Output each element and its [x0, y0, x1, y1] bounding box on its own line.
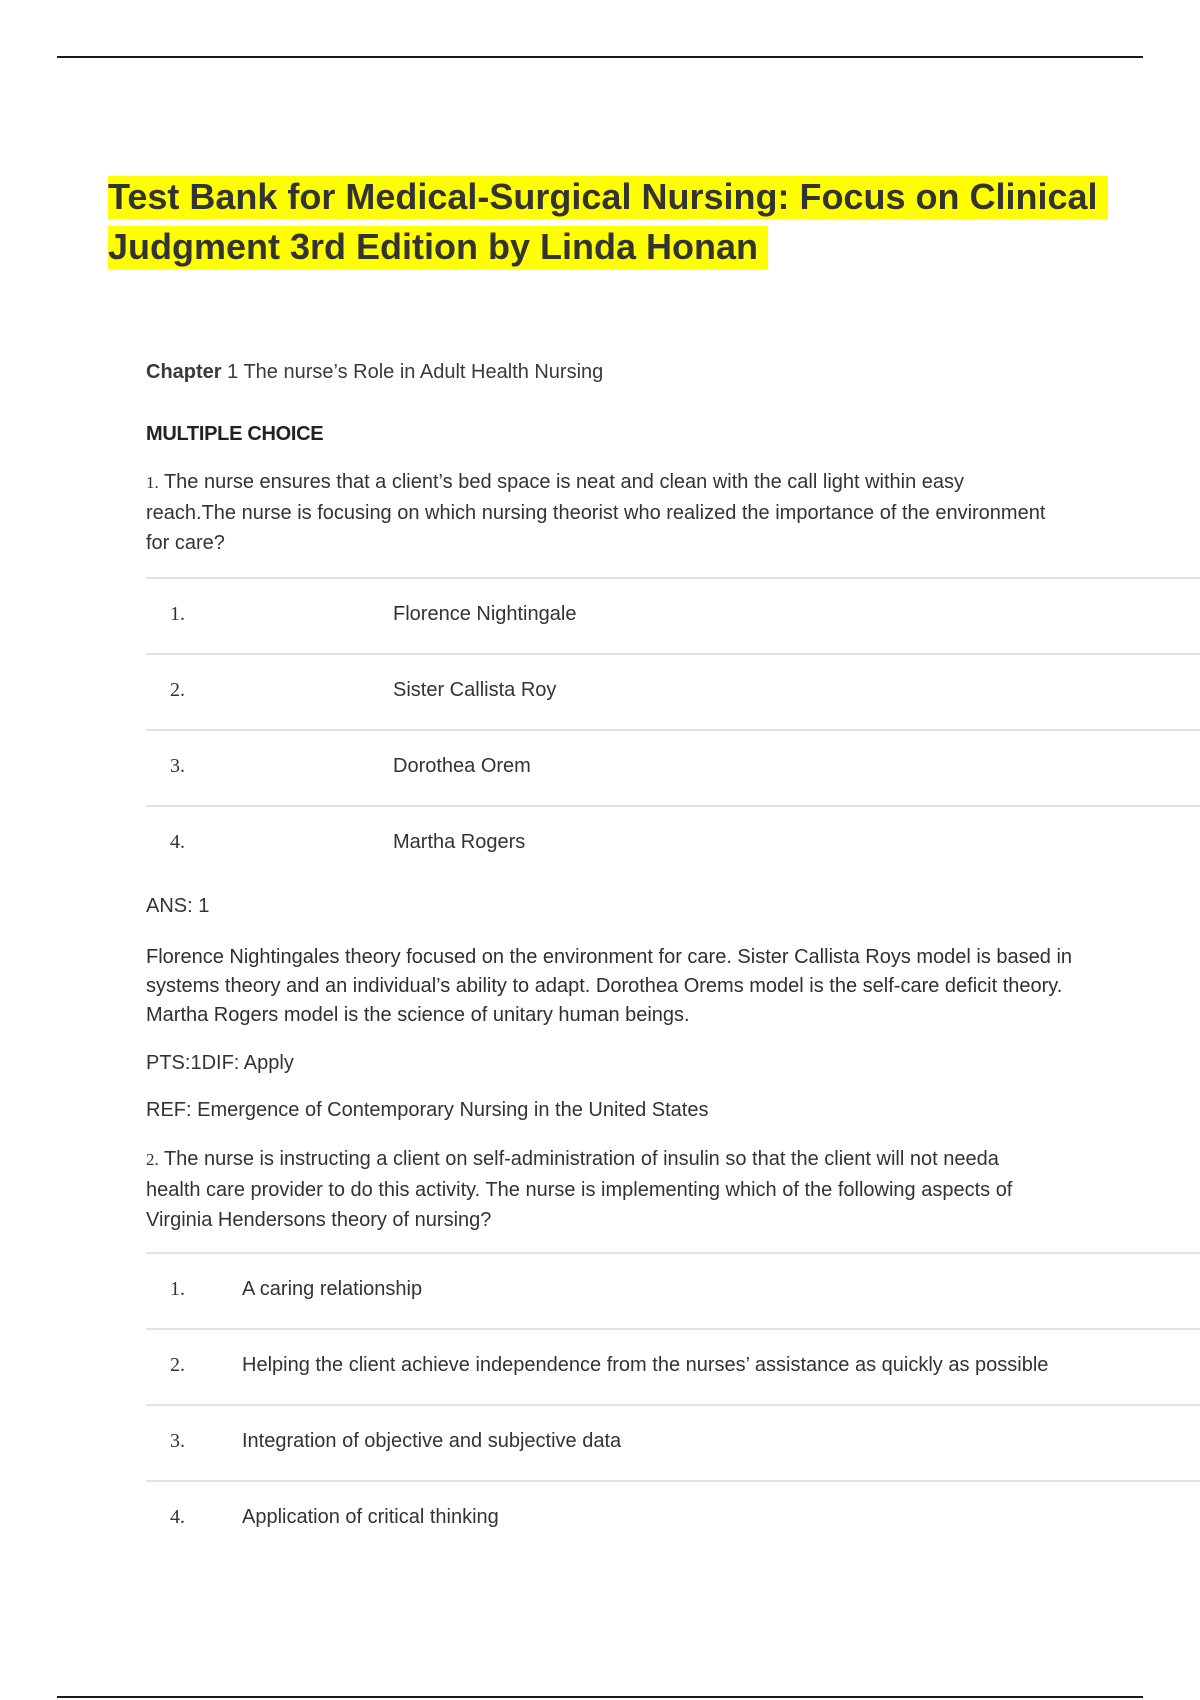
option-row: [146, 1252, 1200, 1328]
question-text: The nurse ensures that a client’s bed space is neat and clean with the call light within easy reach.The nurse is focusing on which nursing theorist who realized the importance of the environment for care?: [146, 471, 1046, 554]
option-number: 2.: [170, 679, 185, 701]
question-number: 2.: [146, 1150, 159, 1169]
question-2-options: [146, 1252, 1200, 1556]
option-row: [146, 805, 1200, 881]
option-text: Martha Rogers: [393, 831, 526, 853]
question-2-stem: [146, 1144, 1046, 1235]
option-row: [146, 1480, 1200, 1556]
chapter-text: 1 The nurse’s Role in Adult Health Nursing: [227, 361, 604, 383]
option-number: 1.: [170, 1278, 185, 1300]
option-text: Helping the client achieve independence from the nurses’ assistance as quickly as possible: [242, 1354, 1049, 1376]
section-heading: MULTIPLE CHOICE: [146, 423, 324, 445]
chapter-heading: [146, 361, 603, 384]
option-text: Florence Nightingale: [393, 603, 577, 625]
option-text: A caring relationship: [242, 1278, 423, 1300]
option-number: 2.: [170, 1354, 185, 1376]
document-title: [108, 172, 1118, 272]
reference: REF: Emergence of Contemporary Nursing in the United States: [146, 1099, 709, 1121]
title-line-2: Judgment 3rd Edition by Linda Honan: [108, 226, 768, 269]
question-text: The nurse is instructing a client on self-administration of insulin so that the client will not needa health care provider to do this activity. The nurse is implementing which of the following aspects of Virginia Hendersons theory of nursing?: [146, 1148, 1013, 1231]
option-row: [146, 729, 1200, 805]
option-number: 3.: [170, 1430, 185, 1452]
chapter-label: Chapter: [146, 361, 222, 383]
option-row: [146, 1328, 1200, 1404]
option-row: [146, 653, 1200, 729]
question-1-options: [146, 577, 1200, 881]
points-difficulty: PTS:1DIF: Apply: [146, 1052, 294, 1074]
question-1-stem: [146, 467, 1046, 558]
option-number: 4.: [170, 1506, 185, 1528]
option-text: Integration of objective and subjective data: [242, 1430, 622, 1452]
option-text: Dorothea Orem: [393, 755, 531, 777]
option-number: 3.: [170, 755, 185, 777]
option-number: 1.: [170, 603, 185, 625]
option-text: Application of critical thinking: [242, 1506, 499, 1528]
bottom-rule: [57, 1696, 1143, 1698]
top-rule: [57, 56, 1143, 58]
answer-key: ANS: 1: [146, 895, 210, 917]
rationale: Florence Nightingales theory focused on the environment for care. Sister Callista Roys model is based in systems theory and an individual’s ability to adapt. Dorothea Orems model is the self-care deficit theory. Martha Rogers model is the science of unitary human beings.: [146, 946, 1073, 1026]
option-text: Sister Callista Roy: [393, 679, 557, 701]
option-number: 4.: [170, 831, 185, 853]
option-row: [146, 1404, 1200, 1480]
question-number: 1.: [146, 473, 159, 492]
title-line-1: Test Bank for Medical-Surgical Nursing: Focus on Clinical: [108, 176, 1108, 219]
option-row: [146, 577, 1200, 653]
